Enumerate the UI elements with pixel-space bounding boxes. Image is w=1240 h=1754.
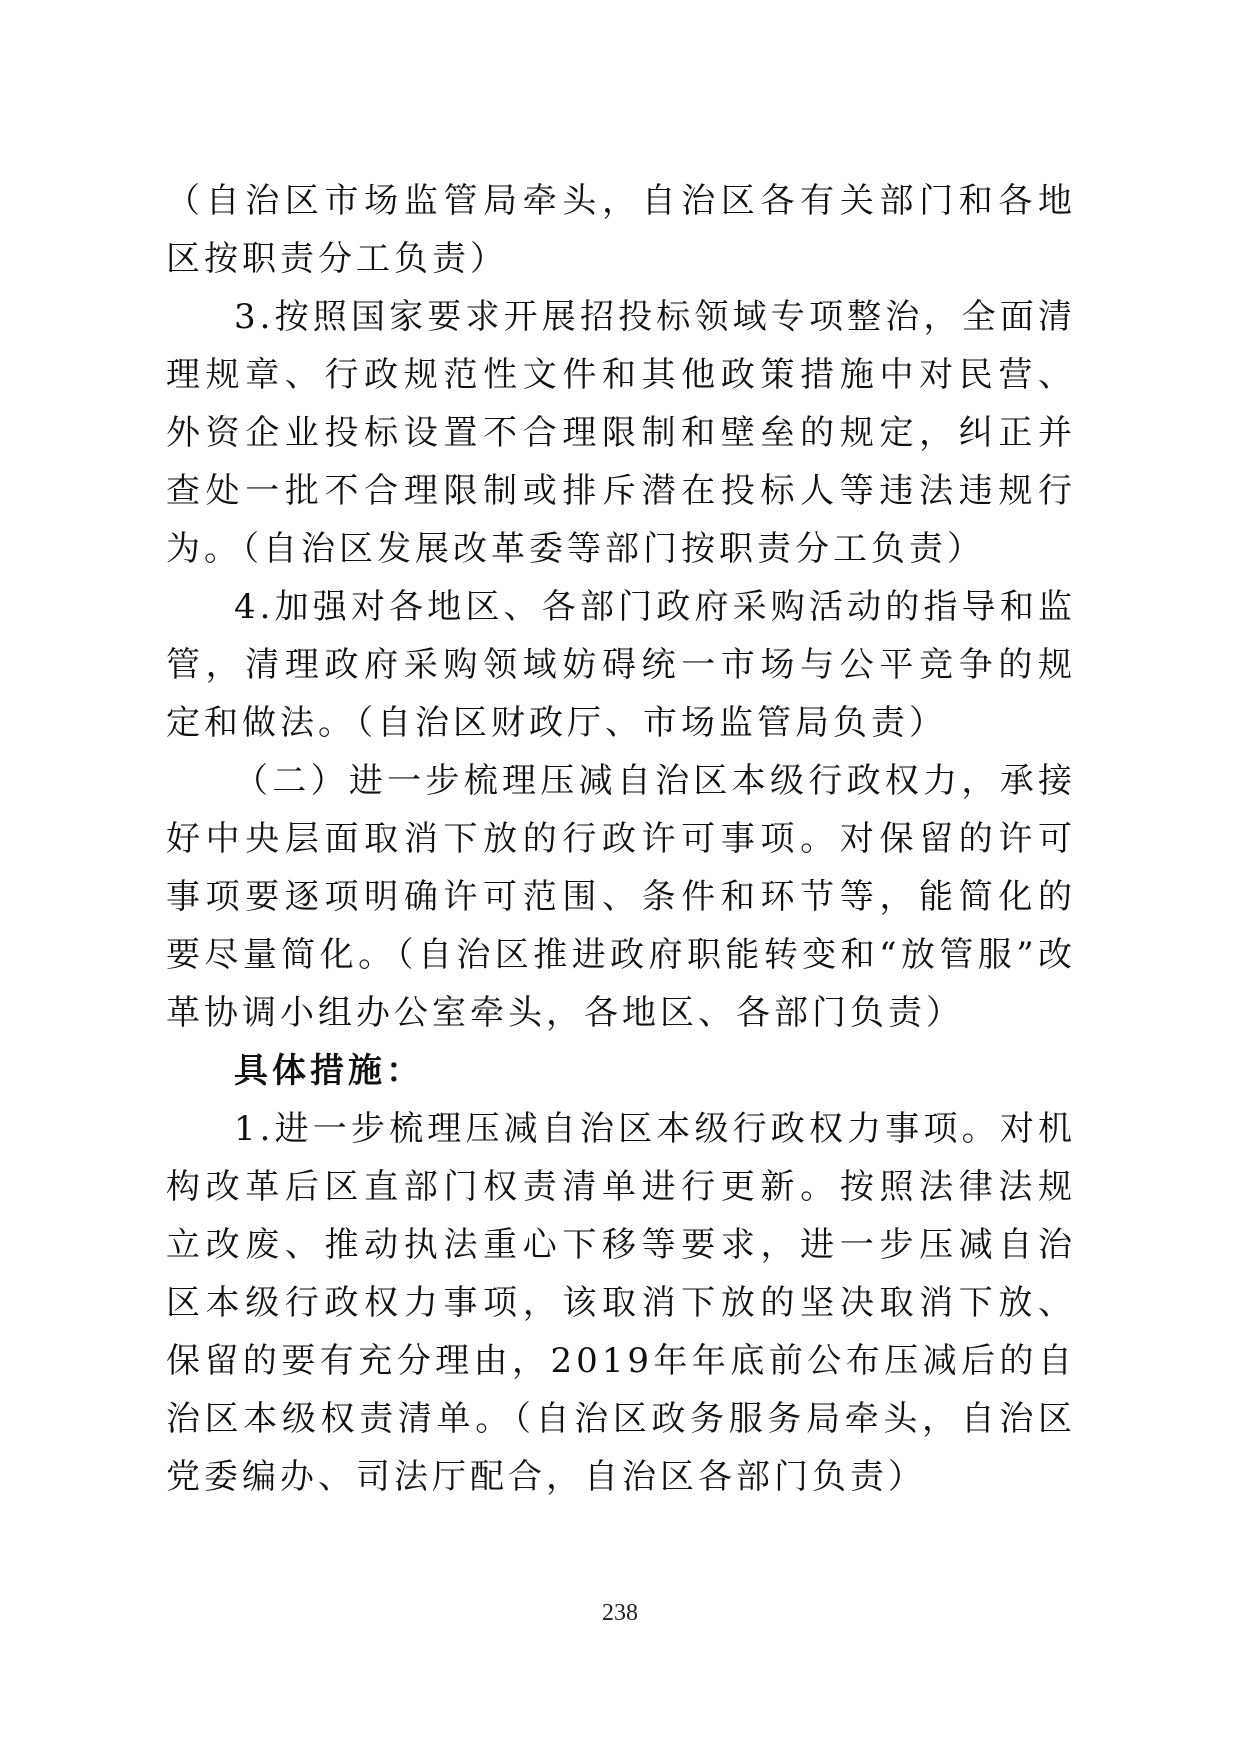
paragraph-heading-measures: 具体措施： [234,1051,424,1091]
paragraph-continuation: （自治区市场监管局牵头，自治区各有关部门和各地区按职责分工负责） [166,181,1076,279]
paragraph-item-4: 4.加强对各地区、各部门政府采购活动的指导和监管，清理政府采购领域妨碍统一市场与公平竞争的规定和做法。（自治区财政厅、市场监管局负责） [166,587,1076,743]
paragraph-item-1: 1.进一步梳理压减自治区本级行政权力事项。对机构改革后区直部门权责清单进行更新。按照法律法规立改废、推动执法重心下移等要求，进一步压减自治区本级行政权力事项，该取消下放的坚决取消下放、保留的要有充分理由，2019年年底前公布压减后的自治区本级权责清单。（自治区政务服务局牵头，自治区党委编办、司法厅配合，自治区各部门负责） [166,1109,1076,1497]
paragraph-item-3: 3.按照国家要求开展招投标领域专项整治，全面清理规章、行政规范性文件和其他政策措施中对民营、外资企业投标设置不合理限制和壁垒的规定，纠正并查处一批不合理限制或排斥潜在投标人等违法违规行为。（自治区发展改革委等部门按职责分工负责） [166,297,1076,569]
page-number: 238 [602,1600,638,1626]
paragraph-section-2: （二）进一步梳理压减自治区本级行政权力，承接好中央层面取消下放的行政许可事项。对保留的许可事项要逐项明确许可范围、条件和环节等，能简化的要尽量简化。（自治区推进政府职能转变和“放管服”改革协调小组办公室牵头，各地区、各部门负责） [166,761,1076,1033]
document-body [166,172,1076,1506]
